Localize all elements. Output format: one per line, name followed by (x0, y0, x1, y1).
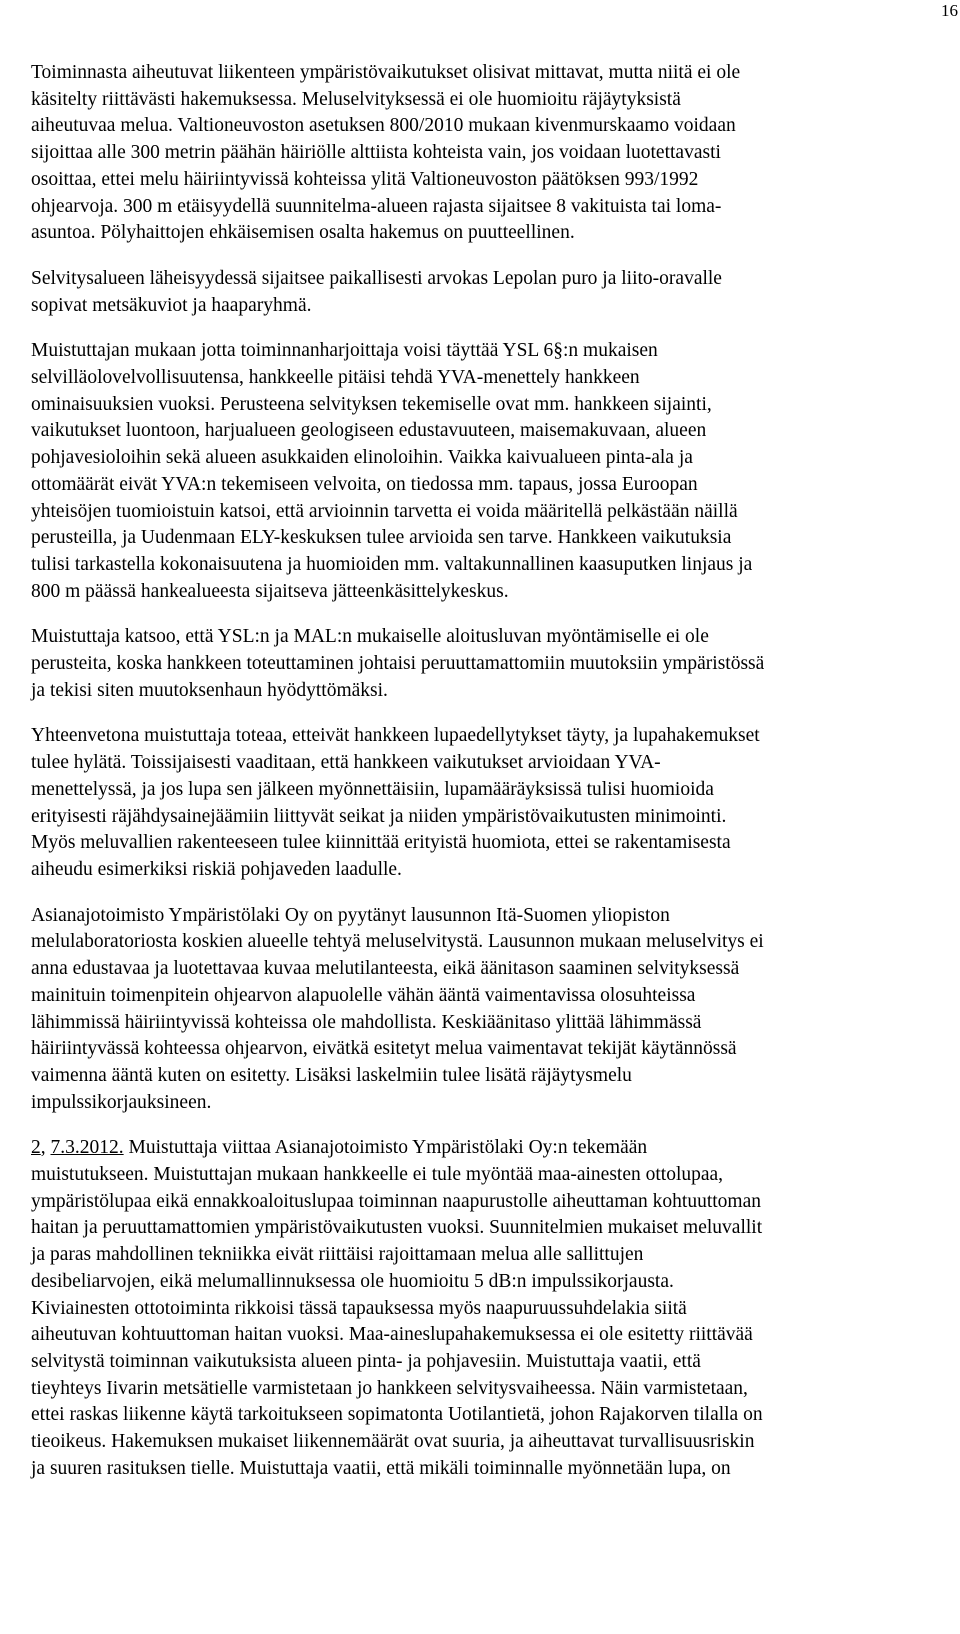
paragraph-line: Muistuttajan mukaan jotta toiminnanharjoittaja voisi täyttää YSL 6§:n mukaisen (31, 340, 658, 362)
paragraph-line: Yhteenvetona muistuttaja toteaa, etteivät hankkeen lupaedellytykset täyty, ja lupahakemukset (31, 725, 760, 747)
paragraph-reference (31, 1135, 935, 1482)
paragraph (31, 723, 935, 883)
paragraph-line: ettei raskas liikenne käytä tarkoitukseen sopimatonta Uotilantietä, johon Rajakorven tilalla on (31, 1404, 763, 1426)
paragraph-line: desibeliarvojen, eikä melumallinnuksessa ole huomioitu 5 dB:n impulssikorjausta. (31, 1270, 674, 1292)
paragraph-line: Muistuttaja katsoo, että YSL:n ja MAL:n mukaiselle aloitusluvan myöntämiselle ei ole (31, 626, 709, 648)
paragraph-line: ominaisuuksien vuoksi. Perusteena selvityksen tekemiselle ovat mm. hankkeen sijainti, (31, 393, 712, 415)
paragraph-line: Toiminnasta aiheutuvat liikenteen ympäristövaikutukset olisivat mittavat, mutta niitä ei ole (31, 62, 741, 83)
paragraph-line: ympäristölupaa eikä ennakkoaloituslupaa toiminnan naapurustolle aiheuttaman kohtuuttoman (31, 1190, 761, 1212)
paragraph-line: mainituin toimenpitein ohjearvon alapuolelle vähän ääntä vaimentavissa olosuhteissa (31, 984, 696, 1006)
paragraph-line: tulisi tarkastella kokonaisuutena ja huomioiden mm. valtakunnallinen kaasuputken linjaus ja (31, 553, 753, 575)
paragraph-line: aiheudu esimerkiksi riskiä pohjaveden laadulle. (31, 858, 402, 880)
paragraph-line: käsitelty riittävästi hakemuksessa. Meluselvityksessä ei ole huomioitu räjäytyksistä (31, 88, 681, 110)
paragraph-line: perusteita, koska hankkeen toteuttaminen johtaisi peruuttamattomiin muutoksiin ympäristössä (31, 653, 765, 675)
paragraph-line: asuntoa. Pölyhaittojen ehkäisemisen osalta hakemus on puutteellinen. (31, 222, 575, 244)
paragraph-line: Kiviainesten ottotoiminta rikkoisi tässä tapauksessa myös naapuruussuhdelakia siitä (31, 1297, 687, 1319)
paragraph-line: vaikutukset luontoon, harjualueen geologiseen edustavuuteen, maisemakuvaan, alueen (31, 420, 707, 442)
paragraph-line: ja tekisi siten muutoksenhaun hyödyttömäksi. (31, 679, 388, 701)
paragraph-line: erityisesti räjähdysainejäämiin liittyvät seikat ja niiden ympäristövaikutusten minimointi. (31, 805, 727, 827)
paragraph-line: Asianajotoimisto Ympäristölaki Oy on pyytänyt lausunnon Itä-Suomen yliopiston (31, 904, 670, 926)
paragraph-line: anna edustavaa ja luotettavaa kuvaa melutilanteesta, eikä äänitason saaminen selvityksessä (31, 958, 740, 980)
paragraph-line: lähimmissä häiriintyvissä kohteissa ole mahdollista. Keskiäänitaso ylittää lähimmässä (31, 1011, 702, 1033)
paragraph-line: tieyhteys Iivarin metsätielle varmistetaan jo hankkeen selvitysvaiheessa. Näin varmistetaan, (31, 1377, 748, 1399)
paragraph-line: ottomäärät eivät YVA:n tekemiseen velvoita, on tiedossa mm. tapaus, jossa Euroopan (31, 473, 698, 495)
paragraph-line: osoittaa, ettei melu häiriintyvissä kohteissa ylitä Valtioneuvoston päätöksen 993/1992 (31, 168, 699, 190)
document-body (31, 60, 935, 1501)
reference-number: 2 (31, 1137, 41, 1159)
paragraph-line: perusteilla, ja Uudenmaan ELY-keskuksen tulee arvioida sen tarve. Hankkeen vaikutuksia (31, 527, 732, 549)
paragraph (31, 60, 935, 247)
paragraph-line: ja suuren rasituksen tielle. Muistuttaja vaatii, että mikäli toiminnalle myönnetään lupa, on (31, 1457, 731, 1479)
paragraph-line: Muistuttaja viittaa Asianajotoimisto Ympäristölaki Oy:n tekemään (123, 1137, 648, 1159)
reference-date: 7.3.2012. (50, 1137, 124, 1159)
paragraph-line: ja paras mahdollinen tekniikka eivät riittäisi rajoittamaan melua alle sallittujen (31, 1244, 644, 1266)
paragraph-line: Myös meluvallien rakenteeseen tulee kiinnittää erityistä huomiota, ettei se rakentamisesta (31, 832, 731, 854)
paragraph-line: Selvitysalueen läheisyydessä sijaitsee paikallisesti arvokas Lepolan puro ja liito-oravalle (31, 267, 722, 289)
paragraph-line: selvilläolovelvollisuutensa, hankkeelle pitäisi tehdä YVA-menettely hankkeen (31, 367, 640, 389)
paragraph-line: tulee hylätä. Toissijaisesti vaaditaan, että hankkeen vaikutukset arvioidaan YVA- (31, 752, 661, 774)
paragraph-line: sopivat metsäkuviot ja haaparyhmä. (31, 294, 312, 316)
paragraph-line: muistutukseen. Muistuttajan mukaan hankkeelle ei tule myöntää maa-ainesten ottolupaa, (31, 1164, 724, 1186)
paragraph-line: tieoikeus. Hakemuksen mukaiset liikennemäärät ovat suuria, ja aiheuttavat turvallisuusriskin (31, 1431, 755, 1453)
paragraph (31, 338, 935, 605)
paragraph-list (31, 60, 935, 1116)
paragraph-line: menettelyssä, ja jos lupa sen jälkeen myönnettäisiin, lupamääräyksissä tulisi huomioida (31, 778, 714, 800)
paragraph-line: häiriintyvässä kohteessa ohjearvon, eivätkä esitetyt melua vaimentavat tekijät käytännössä (31, 1038, 737, 1060)
paragraph-line: impulssikorjauksineen. (31, 1091, 212, 1113)
paragraph-line: aiheutuvan kohtuuttoman haitan vuoksi. Maa-aineslupahakemuksessa ei ole esitetty riittävää (31, 1324, 753, 1346)
page-number: 16 (941, 1, 958, 20)
paragraph-line: melulaboratoriosta koskien alueelle tehtyä meluselvitystä. Lausunnon mukaan meluselvitys ei (31, 931, 764, 953)
paragraph-line: yhteisöjen tuomioistuin katsoi, että arvioinnin tarvetta ei voida määritellä pelkästään näillä (31, 500, 738, 522)
paragraph-line: sijoittaa alle 300 metrin päähän häiriölle alttiista kohteista vain, jos voidaan luotettavasti (31, 142, 721, 164)
paragraph-line: aiheutuvaa melua. Valtioneuvoston asetuksen 800/2010 mukaan kivenmurskaamo voidaan (31, 115, 736, 137)
paragraph-line: haitan ja peruuttamattomien ympäristövaikutusten vuoksi. Suunnitelmien mukaiset meluvallit (31, 1217, 763, 1239)
paragraph (31, 266, 935, 319)
paragraph-line: ohjearvoja. 300 m etäisyydellä suunnitelma-alueen rajasta sijaitsee 8 vakituista tai loma- (31, 195, 722, 217)
reference-separator: , (40, 1137, 51, 1159)
paragraph (31, 903, 935, 1117)
paragraph-line: 800 m päässä hankealueesta sijaitseva jätteenkäsittelykeskus. (31, 580, 509, 602)
paragraph (31, 624, 935, 704)
paragraph-lines (31, 1164, 763, 1479)
paragraph-line: pohjavesioloihin sekä alueen asukkaiden elinoloihin. Vaikka kaivualueen pinta-ala ja (31, 447, 693, 469)
paragraph-line: selvitystä toiminnan vaikutuksista alueen pinta- ja pohjavesiin. Muistuttaja vaatii, että (31, 1350, 701, 1372)
paragraph-line: vaimenna ääntä kuten on esitetty. Lisäksi laskelmiin tulee lisätä räjäytysmelu (31, 1064, 632, 1086)
